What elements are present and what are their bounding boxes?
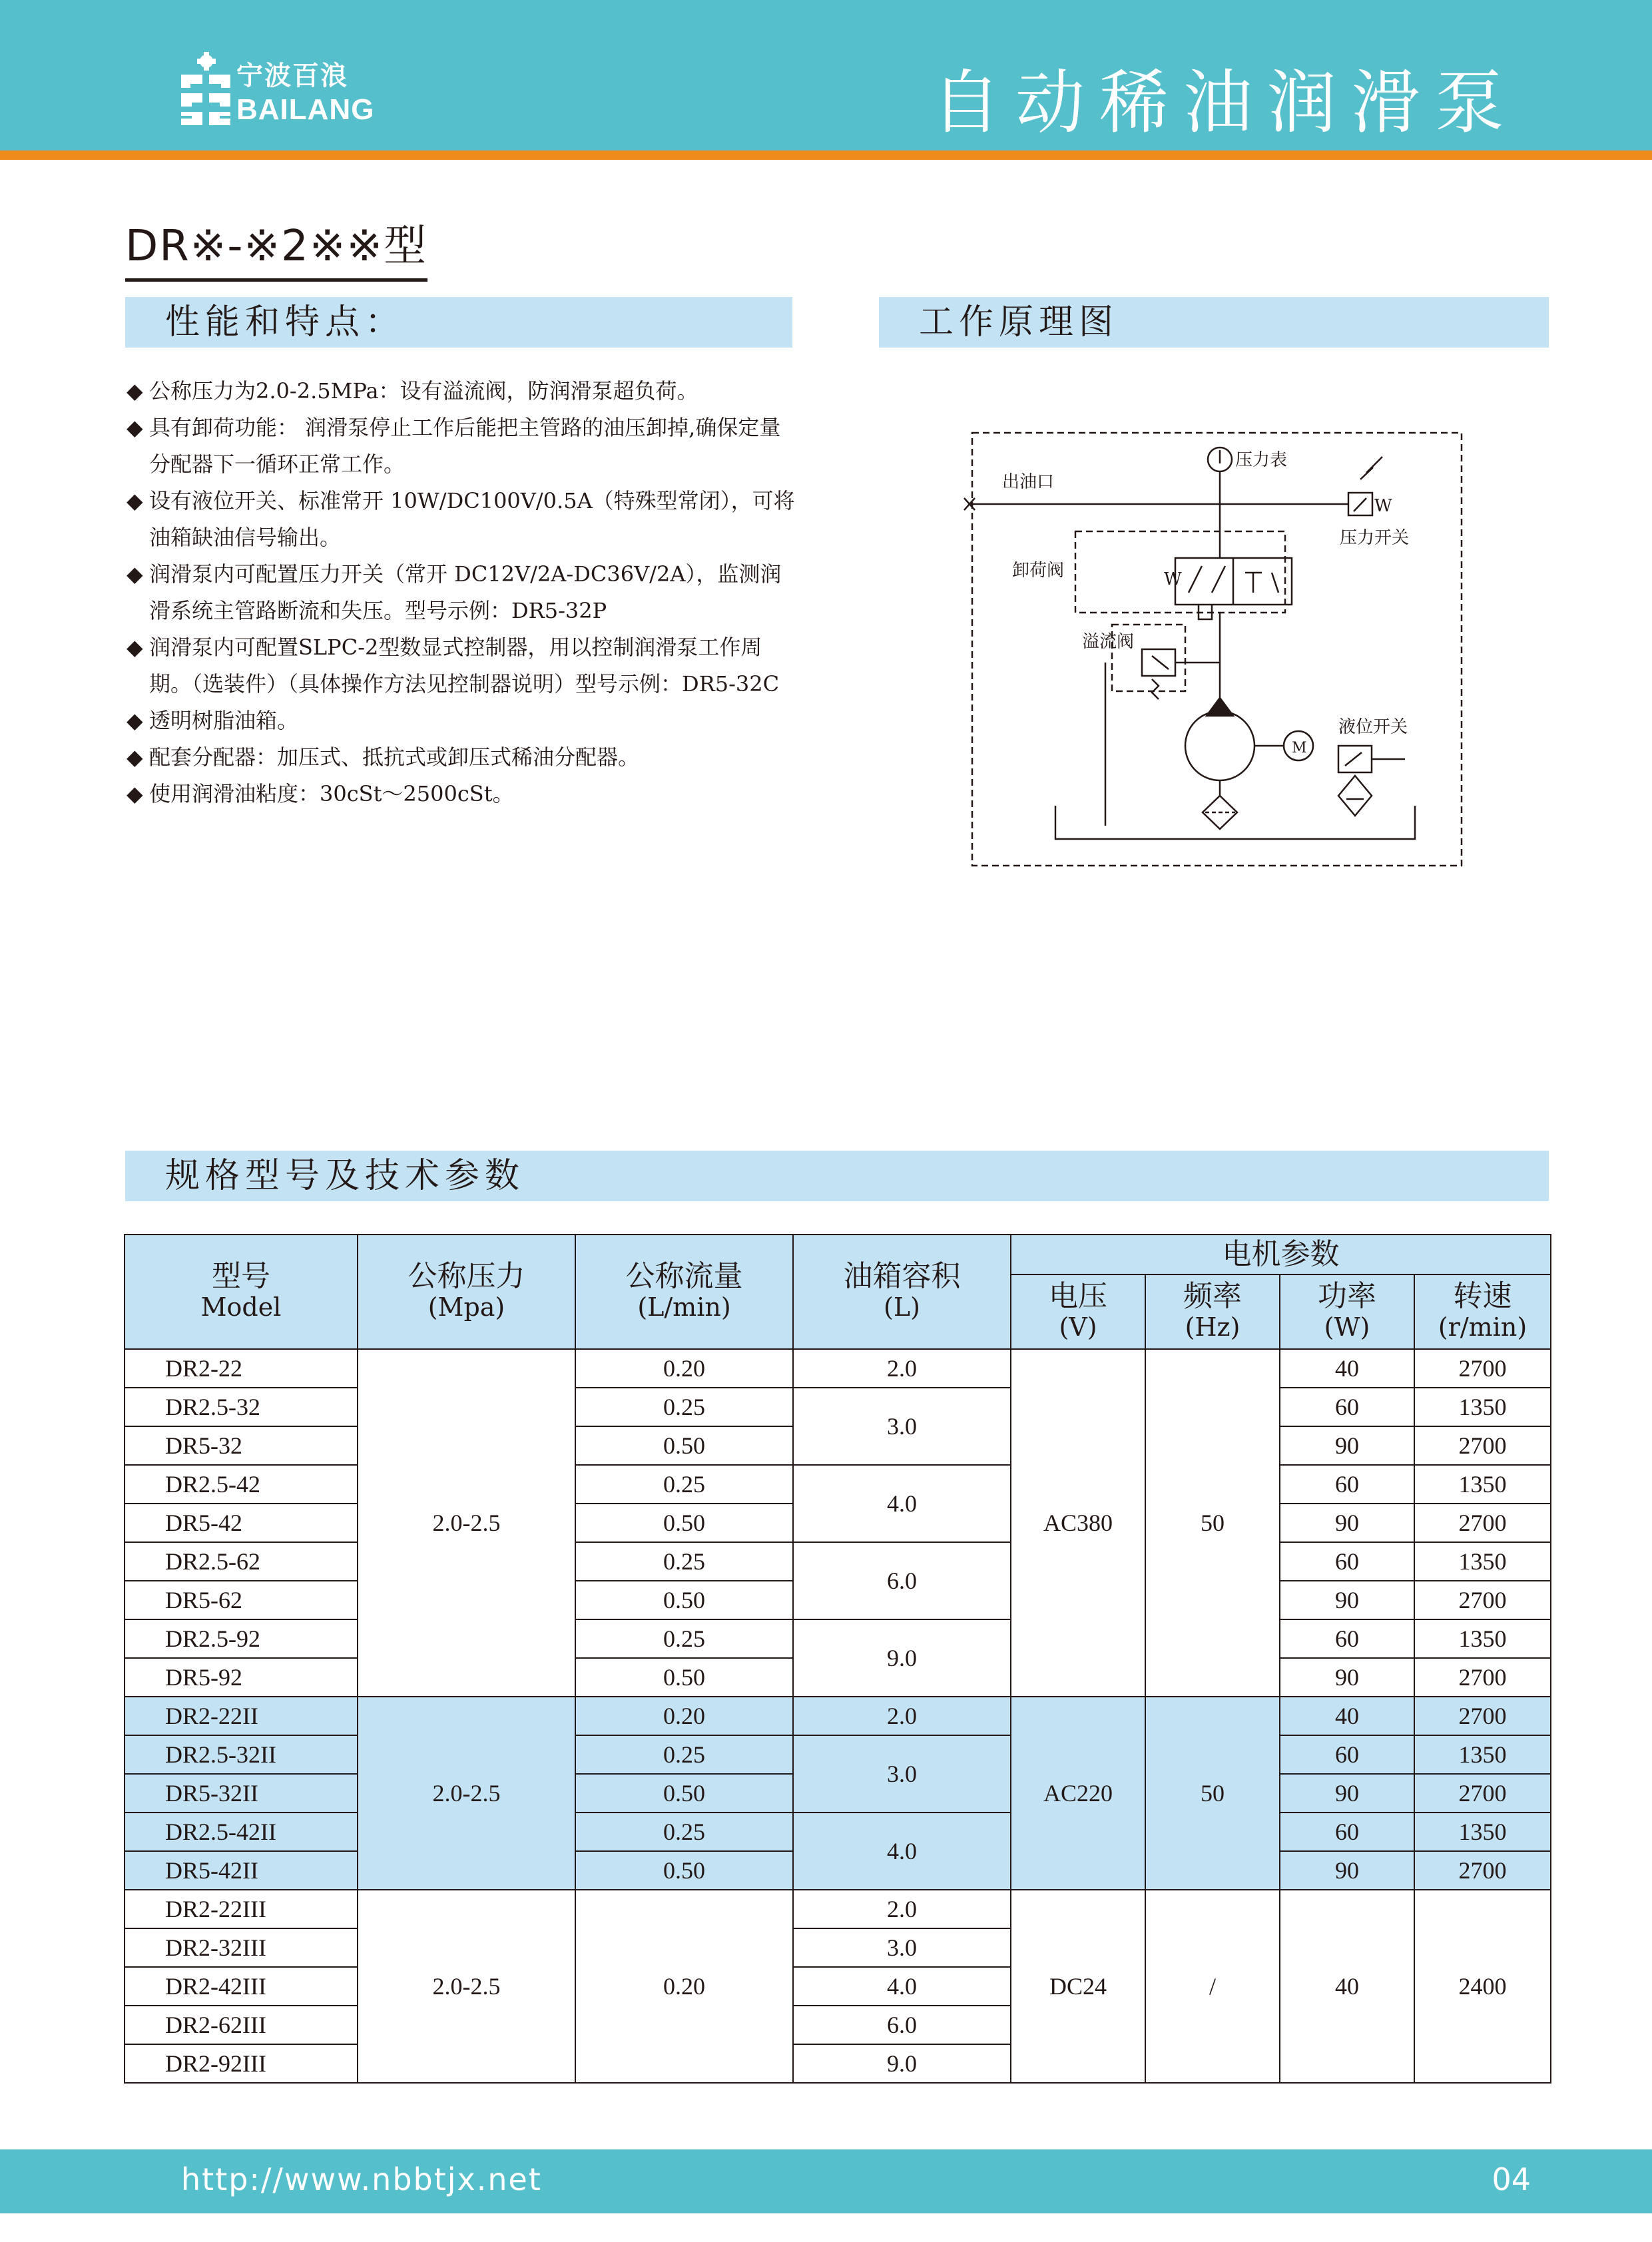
feature-text: 设有液位开关、标准常开 10W/DC100V/0.5A（特殊型常闭），可将油箱缺油信号输出。 <box>149 488 795 550</box>
page-footer <box>0 2149 1652 2213</box>
header-pressure-unit: (Mpa) <box>427 1292 505 1322</box>
page-title: 自动稀油润滑泵 <box>931 62 1519 143</box>
relief-arrow <box>1152 656 1169 669</box>
cell-model: DR2-22III <box>125 1890 358 1928</box>
header-flow-label: 公称流量 <box>625 1259 743 1293</box>
header-flow-unit: (L/min) <box>637 1292 731 1322</box>
feature-item <box>127 556 799 629</box>
header-speed-unit: (r/min) <box>1438 1312 1527 1342</box>
cell-model: DR5-62 <box>125 1581 358 1619</box>
cell-flow: 0.25 <box>575 1388 793 1426</box>
cell-pressure: 2.0-2.5 <box>358 1697 575 1890</box>
logo-english-text: BAILANG <box>236 93 375 126</box>
cell-tank: 4.0 <box>793 1813 1011 1890</box>
cell-power: 90 <box>1280 1504 1414 1542</box>
cell-tank: 3.0 <box>793 1735 1011 1813</box>
valve-flow-arrows <box>1189 566 1225 593</box>
feature-text: 具有卸荷功能： 润滑泵停止工作后能把主管路的油压卸掉,确保定量分配器下一循环正常工作。 <box>149 415 781 477</box>
cell-model: DR5-32II <box>125 1774 358 1813</box>
cell-power: 60 <box>1280 1388 1414 1426</box>
diamond-bullet-icon: ◆ <box>127 781 143 806</box>
header-voltage-unit: (V) <box>1059 1312 1097 1342</box>
cell-speed: 2700 <box>1414 1774 1551 1813</box>
header-motor: 电机参数 <box>1011 1235 1551 1274</box>
cell-model: DR2-42III <box>125 1967 358 2006</box>
cell-flow: 0.50 <box>575 1851 793 1890</box>
feature-text: 润滑泵内可配置压力开关（常开 DC12V/2A-DC36V/2A），监测润滑系统主管路断流和失压。型号示例：DR5-32P <box>149 561 782 623</box>
cell-speed: 2700 <box>1414 1426 1551 1465</box>
table-row <box>125 1349 1551 1388</box>
cell-model: DR2-92III <box>125 2044 358 2083</box>
cell-flow: 0.50 <box>575 1581 793 1619</box>
feature-text: 配套分配器：加压式、抵抗式或卸压式稀油分配器。 <box>149 744 640 770</box>
header-power <box>1280 1274 1414 1349</box>
logo-chinese-text: 宁波百浪 <box>236 61 348 91</box>
cell-flow: 0.25 <box>575 1813 793 1851</box>
feature-text: 润滑泵内可配置SLPC-2型数显式控制器，用以控制润滑泵工作周期。（选装件）（具体操作方法见控制器说明）型号示例：DR5-32C <box>149 635 780 697</box>
cell-model: DR2.5-32 <box>125 1388 358 1426</box>
cell-power: 60 <box>1280 1465 1414 1504</box>
table-row <box>125 1619 1551 1658</box>
feature-text: 透明树脂油箱。 <box>149 708 299 733</box>
page-header <box>0 0 1652 150</box>
cell-model: DR2-32III <box>125 1928 358 1967</box>
cell-flow: 0.20 <box>575 1349 793 1388</box>
cell-model: DR5-42II <box>125 1851 358 1890</box>
cell-model: DR2-62III <box>125 2006 358 2044</box>
cell-freq: 50 <box>1145 1349 1280 1697</box>
valve-block-symbol <box>1245 573 1278 593</box>
relief-spring-icon <box>1152 679 1159 699</box>
cell-flow: 0.20 <box>575 1697 793 1735</box>
cell-voltage: DC24 <box>1011 1890 1145 2083</box>
diamond-bullet-icon: ◆ <box>127 635 143 660</box>
cell-tank: 3.0 <box>793 1928 1011 1967</box>
cell-model: DR2.5-92 <box>125 1619 358 1658</box>
table-row <box>125 1813 1551 1851</box>
header-tank <box>793 1235 1011 1349</box>
header-tank-label: 油箱容积 <box>843 1259 961 1293</box>
cell-speed: 2400 <box>1414 1890 1551 2083</box>
page-number: 04 <box>1492 2161 1531 2197</box>
feature-item <box>127 739 799 776</box>
cell-tank: 2.0 <box>793 1349 1011 1388</box>
cell-flow: 0.50 <box>575 1658 793 1697</box>
cell-tank: 9.0 <box>793 1619 1011 1697</box>
header-speed-label: 转速 <box>1453 1279 1512 1313</box>
section-heading-spec: 规格型号及技术参数 <box>125 1151 1549 1201</box>
cell-model: DR5-32 <box>125 1426 358 1465</box>
cell-speed: 2700 <box>1414 1504 1551 1542</box>
label-level-switch: 液位开关 <box>1338 717 1408 737</box>
diamond-bullet-icon: ◆ <box>127 744 143 770</box>
feature-item <box>127 410 799 483</box>
cell-freq: 50 <box>1145 1697 1280 1890</box>
spec-table <box>124 1234 1551 2084</box>
cell-power: 40 <box>1280 1349 1414 1388</box>
header-model-cn: 型号 <box>212 1259 270 1293</box>
cell-tank: 3.0 <box>793 1388 1011 1465</box>
pump-arrow <box>1207 698 1233 716</box>
header-flow <box>575 1235 793 1349</box>
diamond-bullet-icon: ◆ <box>127 561 143 587</box>
label-pressure-switch: 压力开关 <box>1340 528 1410 548</box>
logo-mark-icon <box>180 52 232 132</box>
table-row <box>125 1542 1551 1581</box>
cell-power: 90 <box>1280 1774 1414 1813</box>
cell-power: 60 <box>1280 1813 1414 1851</box>
cell-voltage: AC220 <box>1011 1697 1145 1890</box>
cell-power: 90 <box>1280 1658 1414 1697</box>
feature-item <box>127 629 799 702</box>
cell-flow: 0.25 <box>575 1542 793 1581</box>
header-power-unit: (W) <box>1324 1312 1370 1342</box>
cell-power: 60 <box>1280 1735 1414 1774</box>
diamond-bullet-icon: ◆ <box>127 708 143 733</box>
feature-text: 使用润滑油粘度：30cSt～2500cSt。 <box>149 781 514 806</box>
section-heading-performance: 性能和特点： <box>125 297 792 348</box>
header-freq <box>1145 1274 1280 1349</box>
label-pressure-gauge: 压力表 <box>1235 450 1288 470</box>
header-voltage <box>1011 1274 1145 1349</box>
cell-speed: 1350 <box>1414 1465 1551 1504</box>
header-pressure <box>358 1235 575 1349</box>
feature-item <box>127 776 799 812</box>
header-model <box>125 1235 358 1349</box>
cell-power: 40 <box>1280 1890 1414 2083</box>
cell-model: DR5-42 <box>125 1504 358 1542</box>
level-switch-icon <box>1338 746 1372 772</box>
cell-speed: 2700 <box>1414 1851 1551 1890</box>
cell-power: 60 <box>1280 1619 1414 1658</box>
cell-model: DR5-92 <box>125 1658 358 1697</box>
header-tank-unit: (L) <box>884 1292 920 1322</box>
header-voltage-label: 电压 <box>1049 1279 1107 1313</box>
header-model-en: Model <box>200 1292 282 1322</box>
cell-speed: 2700 <box>1414 1697 1551 1735</box>
cell-speed: 2700 <box>1414 1658 1551 1697</box>
pump-icon <box>1185 711 1254 780</box>
cell-flow: 0.50 <box>575 1504 793 1542</box>
feature-list <box>127 373 799 812</box>
section-heading-principle: 工作原理图 <box>879 297 1549 348</box>
table-row <box>125 1388 1551 1426</box>
brand-logo <box>180 52 406 139</box>
relief-valve-icon <box>1142 649 1175 676</box>
diamond-bullet-icon: ◆ <box>127 415 143 440</box>
cell-model: DR2.5-42II <box>125 1813 358 1851</box>
cell-power: 40 <box>1280 1697 1414 1735</box>
cell-model: DR2.5-32II <box>125 1735 358 1774</box>
cell-speed: 1350 <box>1414 1813 1551 1851</box>
header-pressure-label: 公称压力 <box>408 1259 525 1293</box>
cell-flow: 0.25 <box>575 1735 793 1774</box>
header-freq-unit: (Hz) <box>1185 1312 1240 1342</box>
cell-flow: 0.50 <box>575 1426 793 1465</box>
level-float-icon <box>1338 776 1372 816</box>
switch-signal <box>1360 457 1382 479</box>
table-row <box>125 1697 1551 1735</box>
hydraulic-schematic <box>932 413 1478 879</box>
table-row <box>125 1735 1551 1774</box>
cell-tank: 6.0 <box>793 2006 1011 2044</box>
cell-model: DR2.5-42 <box>125 1465 358 1504</box>
table-row <box>125 1890 1551 1928</box>
label-unload-valve: 卸荷阀 <box>1012 561 1065 581</box>
header-power-label: 功率 <box>1318 1279 1376 1313</box>
diamond-bullet-icon: ◆ <box>127 378 143 404</box>
cell-flow: 0.50 <box>575 1774 793 1813</box>
cell-pressure: 2.0-2.5 <box>358 1349 575 1697</box>
cell-speed: 1350 <box>1414 1542 1551 1581</box>
cell-model: DR2.5-62 <box>125 1542 358 1581</box>
label-outlet: 出油口 <box>1002 472 1055 492</box>
switch-contact <box>1354 498 1366 511</box>
cell-power: 60 <box>1280 1542 1414 1581</box>
feature-item <box>127 483 799 556</box>
cell-speed: 2700 <box>1414 1349 1551 1388</box>
feature-item <box>127 702 799 739</box>
cell-tank: 6.0 <box>793 1542 1011 1619</box>
cell-power: 90 <box>1280 1581 1414 1619</box>
cell-flow: 0.25 <box>575 1619 793 1658</box>
cell-tank: 9.0 <box>793 2044 1011 2083</box>
cell-speed: 1350 <box>1414 1619 1551 1658</box>
header-freq-label: 频率 <box>1183 1279 1242 1313</box>
cell-speed: 2700 <box>1414 1581 1551 1619</box>
cell-voltage: AC380 <box>1011 1349 1145 1697</box>
model-title: DR※-※2※※型 <box>125 212 427 282</box>
label-w-switch: W <box>1374 496 1392 516</box>
cell-flow: 0.20 <box>575 1890 793 2083</box>
table-row <box>125 1465 1551 1504</box>
cell-speed: 1350 <box>1414 1735 1551 1774</box>
label-motor: M <box>1292 740 1307 756</box>
header-accent-line <box>0 150 1652 160</box>
header-speed <box>1414 1274 1551 1349</box>
cell-flow: 0.25 <box>575 1465 793 1504</box>
cell-tank: 2.0 <box>793 1890 1011 1928</box>
cell-model: DR2-22II <box>125 1697 358 1735</box>
diamond-bullet-icon: ◆ <box>127 488 143 513</box>
feature-text: 公称压力为2.0-2.5MPa：设有溢流阀，防润滑泵超负荷。 <box>149 378 698 404</box>
cell-power: 90 <box>1280 1851 1414 1890</box>
cell-tank: 4.0 <box>793 1465 1011 1542</box>
cell-power: 90 <box>1280 1426 1414 1465</box>
cell-freq: / <box>1145 1890 1280 2083</box>
cell-pressure: 2.0-2.5 <box>358 1890 575 2083</box>
cell-speed: 1350 <box>1414 1388 1551 1426</box>
cell-model: DR2-22 <box>125 1349 358 1388</box>
table-header-row <box>125 1235 1551 1274</box>
label-relief-valve: 溢流阀 <box>1082 632 1135 652</box>
feature-item <box>127 373 799 410</box>
website-link[interactable]: http://www.nbbtjx.net <box>181 2161 542 2197</box>
cell-tank: 4.0 <box>793 1967 1011 2006</box>
cell-tank: 2.0 <box>793 1697 1011 1735</box>
label-w-valve: W <box>1164 569 1182 589</box>
level-switch-contact <box>1345 752 1362 766</box>
